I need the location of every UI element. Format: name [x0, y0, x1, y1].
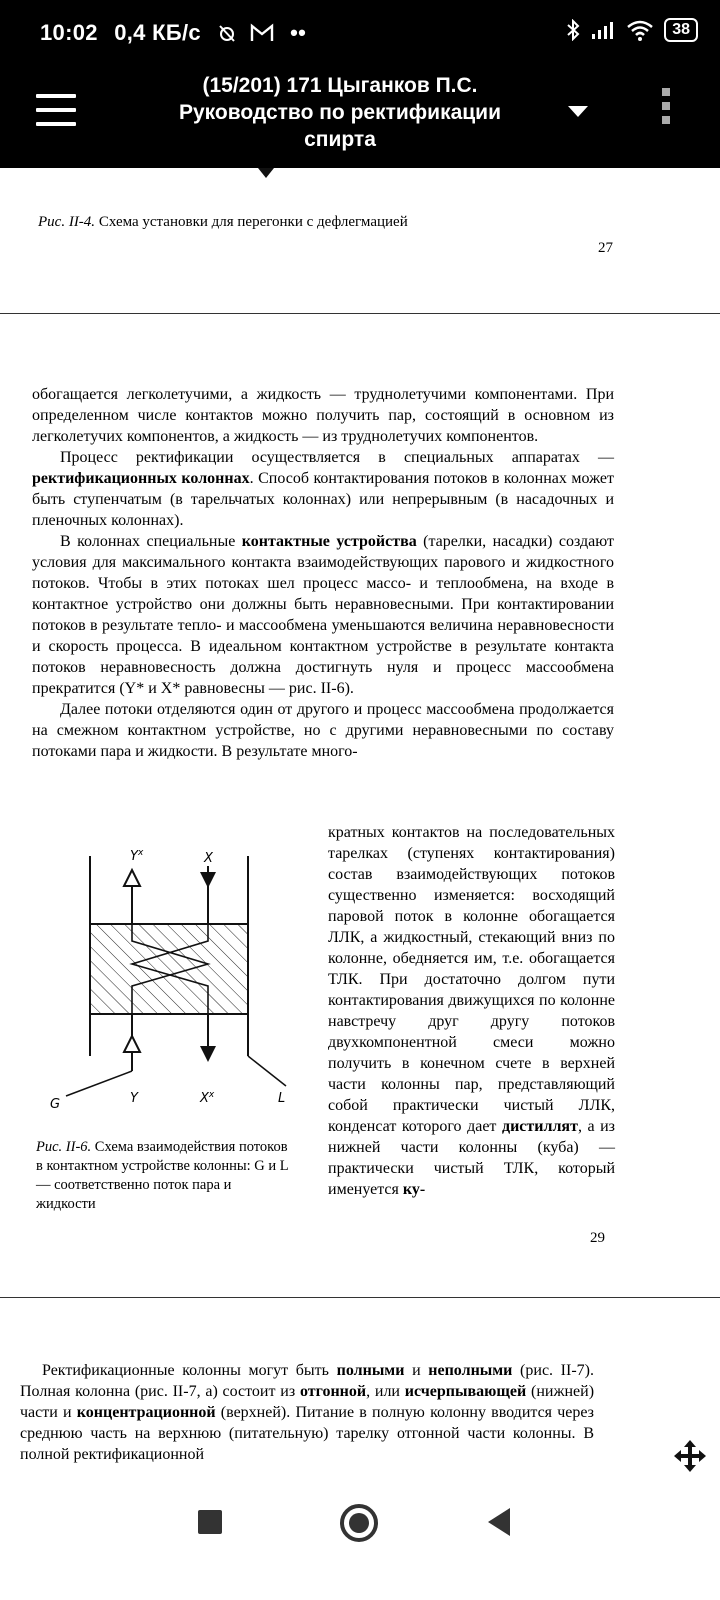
status-right [566, 18, 698, 42]
title-line-3: спирта [304, 128, 376, 151]
right-col-bold-2: ку- [402, 1181, 426, 1198]
p5-b2: неполными [428, 1362, 513, 1379]
more-notifications-icon: •• [290, 20, 307, 45]
right-col-text-a: кратных контактов на последовательных тарелках (ступенях контактирования) состав взаимодействующих потоков существенно изменяется: восходящий паровой поток в колонне обогащается ЛЛК, а жидкостный, стекающий вниз по колонне, обедняется им, т.е. обогащается ТЛК. При достаточно долгом пути контактирования движущихся по колонне навстречу друг другу потоков двухкомпонентной смеси можно получить в конечном счете в верхней части колонны пар, представляющий собой практически чистый ЛЛК, конденсат которого дает [328, 824, 615, 1135]
battery-indicator: 38 [664, 18, 698, 42]
bluetooth-icon [566, 19, 580, 41]
signal-icon [590, 20, 616, 40]
fig4-caption [38, 214, 408, 231]
p5-b1: полными [336, 1362, 405, 1379]
right-col-bold: дистиллят [501, 1118, 578, 1135]
document-title[interactable] [120, 72, 560, 153]
fig6-caption [36, 1138, 292, 1214]
p3-text-a: В колоннах специальные [60, 533, 236, 550]
paragraph-4: Далее потоки отделяются один от другого и процесс массообмена продолжается на смежном контактном устройстве, но с другими неравновесными по составу потоками пара и жидкости. В результате много- [32, 701, 614, 760]
p5-c: и [404, 1362, 421, 1379]
page-separator-2 [0, 1297, 720, 1298]
more-dot [662, 102, 670, 110]
dropdown-arrow-icon[interactable] [568, 106, 588, 117]
paragraph-1: обогащается легколетучими, а жидкость — труднолетучими компонентами. При определенном числе контактов можно получить пар, состоящий в основном из легколетучих компонентов, а жидкость — из труднолетучих компонентов. [32, 386, 614, 445]
gmail-icon [250, 23, 274, 43]
recents-button[interactable] [198, 1510, 222, 1534]
title-line-2: Руководство по ректификации [178, 101, 501, 124]
fig6-caption-text: Схема взаимодействия потоков в контактном устройстве колонны: G и L — соответственно поток пара и жидкости [36, 1139, 289, 1212]
page-separator [0, 313, 720, 314]
fig6-label-xx: $X^x$ [200, 1090, 215, 1106]
p5-b3: отгонной [299, 1383, 367, 1400]
menu-button[interactable] [36, 94, 76, 130]
fig6-label-yx: $Y^x$ [130, 848, 144, 864]
p5-b5: концентрационной [76, 1404, 216, 1421]
p5-a: Ректификационные колонны могут быть [42, 1362, 329, 1379]
fig6-label-g: G [50, 1097, 61, 1112]
page-30-body [20, 1360, 594, 1465]
more-dot [662, 88, 670, 96]
home-button[interactable] [340, 1504, 378, 1542]
home-dot [349, 1513, 369, 1533]
status-network-speed: 0,4 КБ/с [114, 20, 201, 45]
arrow-down-fragment-icon [256, 168, 276, 180]
p5-e: , или [366, 1383, 400, 1400]
p2-bold: ректификационных колоннах [32, 470, 250, 487]
fig6-diagram [46, 846, 316, 1116]
back-button[interactable] [488, 1508, 510, 1536]
paragraph-5 [20, 1360, 594, 1465]
right-column-text [328, 822, 615, 1200]
more-options-icon[interactable] [662, 88, 672, 130]
hamburger-line [36, 122, 76, 126]
app-bar [0, 64, 720, 168]
fig6-label-x: X [204, 851, 213, 866]
alarm-off-icon [217, 23, 237, 43]
status-time: 10:02 [40, 20, 98, 45]
page-29-body [32, 384, 614, 762]
more-dot [662, 116, 670, 124]
status-bar [0, 0, 720, 64]
fig6-label-y: Y [130, 1091, 138, 1106]
right-col-text-b: , а из нижней части колонны (куба) — практически чистый ТЛК, который именуется [328, 1118, 616, 1198]
p5-d: (рис. II-7). Полная колонна (рис. II-7, а) состоит из [20, 1362, 594, 1400]
wifi-icon [626, 19, 654, 41]
p5-b4: исчерпывающей [404, 1383, 527, 1400]
paragraph-2 [32, 447, 614, 531]
move-icon[interactable] [672, 1438, 708, 1474]
page-number-29: 29 [590, 1230, 605, 1246]
hamburger-line [36, 108, 76, 112]
fig6-caption-label: Рис. II-6. [36, 1139, 92, 1155]
p2-text-b: . Способ контактирования потоков в колоннах может быть ступенчатым (в тарельчатых колоннах) или непрерывным (в насадочных и пленочных колоннах). [32, 470, 615, 529]
page-number-27: 27 [598, 240, 613, 256]
hamburger-icon [36, 94, 76, 98]
fig6-label-l: L [278, 1091, 286, 1106]
p5-f: (нижней) части и [20, 1383, 595, 1421]
p3-bold: контактные устройства [241, 533, 417, 550]
paragraph-3 [32, 531, 614, 699]
p2-text-a: Процесс ректификации осуществляется в специальных аппаратах — [60, 449, 614, 466]
title-line-1: (15/201) 171 Цыганков П.С. [202, 74, 478, 97]
p3-text-b: (тарелки, насадки) создают условия для максимального контакта взаимодействующих парового и жидкостного потоков. Чтобы в этих потоках шел процесс массо- и теплообмена, на входе в контактное устройство они должны быть неравновесными. При контактировании потоков в результате тепло- и массообмена уменьшаются величина неравновесности и скорость процесса. В идеальном контактном устройстве в результате контакта потоков неравновесность должна достигнуть нуля и процесс массообмена прекратится (Y* и X* равновесны — рис. II-6). [32, 533, 614, 697]
fig4-caption-text: Схема установки для перегонки с дефлегмацией [95, 214, 408, 230]
fig4-caption-label: Рис. II-4. [38, 214, 96, 230]
status-left [40, 20, 316, 46]
p5-g: (верхней). Питание в полную колонну вводится через среднюю часть на верхнюю (питательную) тарелку отгонной части колонны. В полной ректификационной [20, 1404, 595, 1463]
